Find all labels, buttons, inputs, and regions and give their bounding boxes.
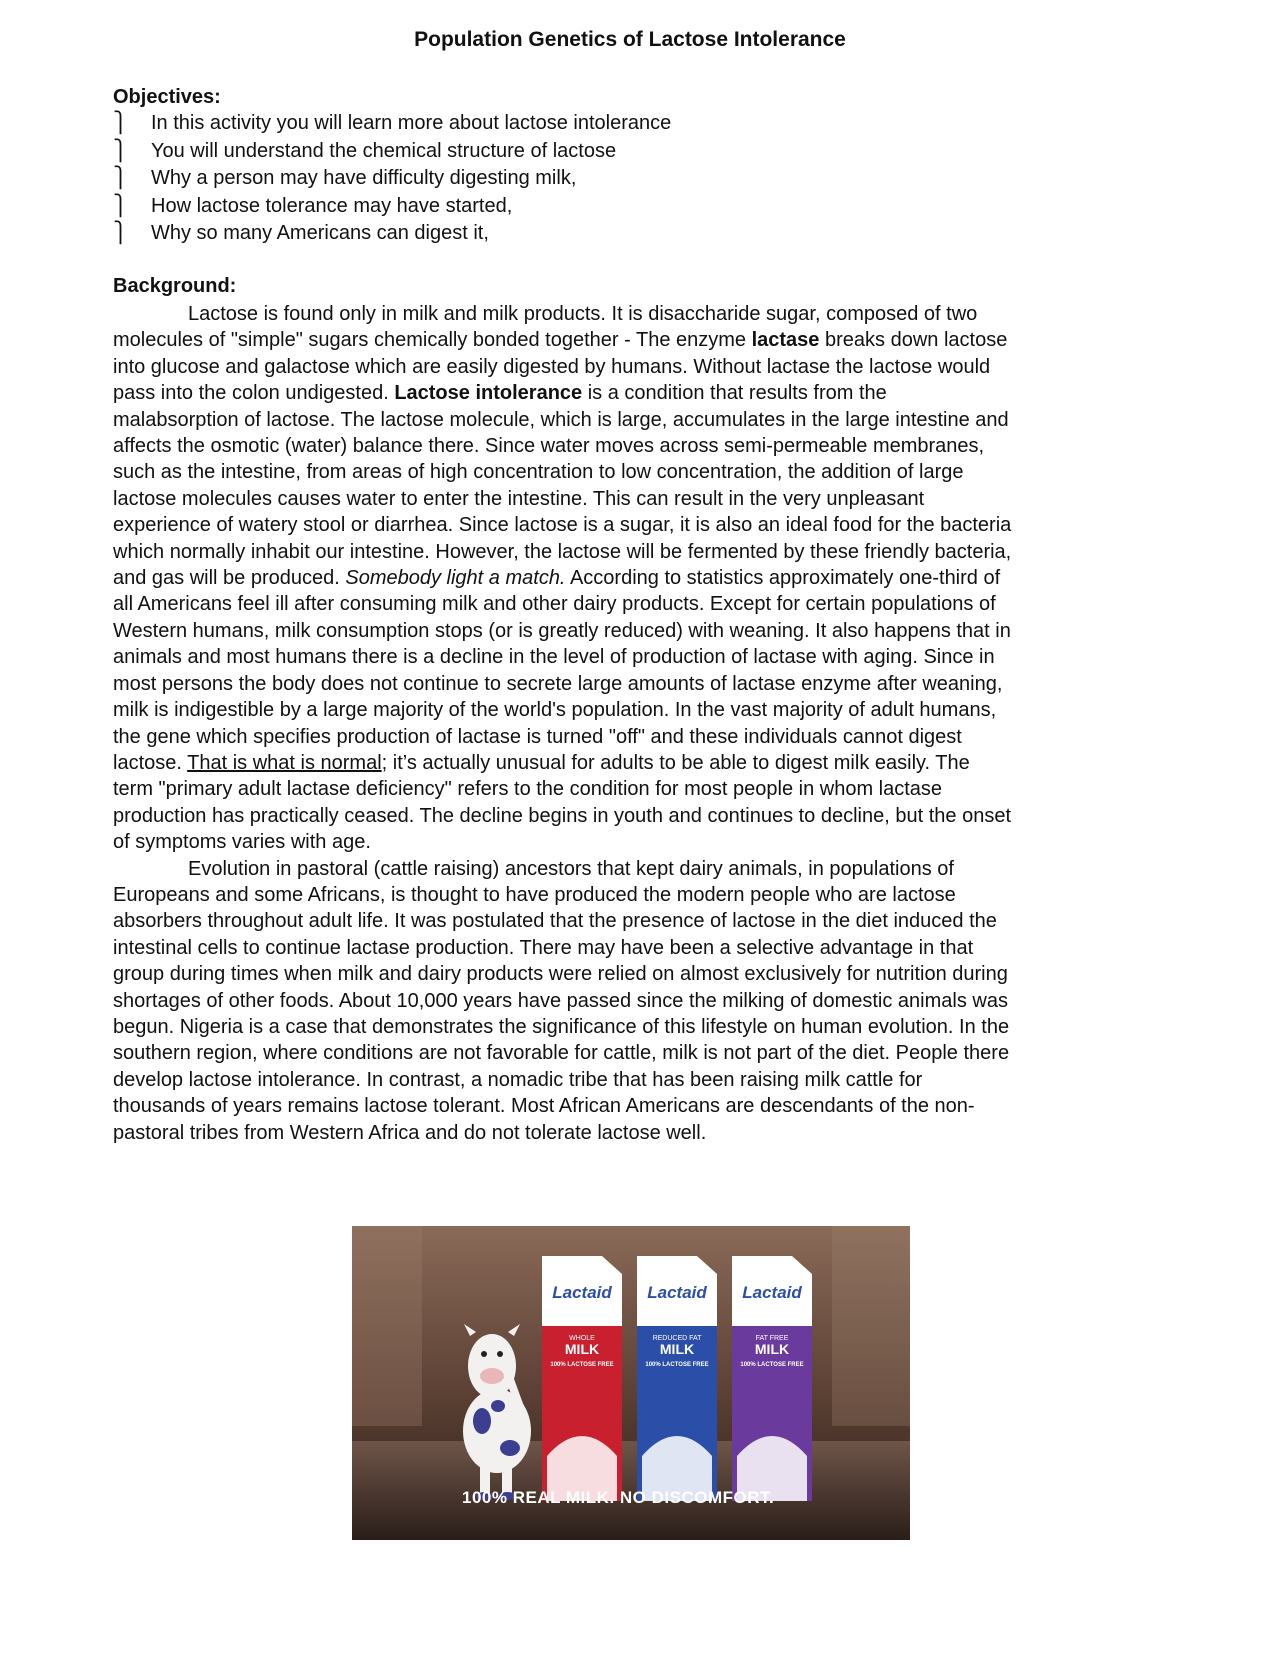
- carton-variety-text: MILK: [754, 1341, 790, 1357]
- text-line: pass into the colon undigested. Lactose intolerance is a condition that results from the: [113, 382, 887, 405]
- background-heading: Background:: [113, 275, 237, 297]
- bullet-icon: ⎫: [113, 222, 128, 244]
- text-line: and gas will be produced. Somebody light a match. According to statistics approximately one-third of: [113, 567, 1001, 590]
- carton-variety-small: WHOLE: [569, 1335, 595, 1342]
- text-line: thousands of years remains lactose tolerant. Most African Americans are descendants of the non-: [113, 1095, 975, 1118]
- text-line: Western humans, milk consumption stops (or is greatly reduced) with weaning. It also happens that in: [113, 619, 1011, 642]
- text-line: pastoral tribes from Western Africa and do not tolerate lactose well.: [113, 1121, 707, 1144]
- list-item: [113, 193, 671, 221]
- carton-variety-small: REDUCED FAT: [652, 1335, 702, 1342]
- text-line: animals and most humans there is a decline in the level of production of lactase with aging. Since in: [113, 646, 995, 669]
- objective-text: Why a person may have difficulty digesting milk,: [151, 167, 577, 189]
- lactaid-ad-image: [352, 1226, 910, 1540]
- text-line: malabsorption of lactose. The lactose molecule, which is large, accumulates in the large intestine and: [113, 408, 1009, 431]
- carton-brand-text: Lactaid: [742, 1283, 802, 1302]
- bullet-icon: ⎫: [113, 194, 128, 217]
- text-line: term "primary adult lactase deficiency" refers to the condition for most people in whom lactase: [113, 778, 943, 801]
- page-title: Population Genetics of Lactose Intolerance: [414, 28, 846, 51]
- objectives-list: [113, 110, 671, 248]
- text-line: such as the intestine, from areas of high concentration to low concentration, the addition of large: [113, 461, 964, 484]
- bullet-icon: ⎫: [113, 167, 128, 189]
- paragraph: [113, 856, 1161, 1146]
- list-item: [113, 138, 671, 166]
- carton-fat-free-milk: [732, 1256, 812, 1501]
- text-line: affects the osmotic (water) balance there. Since water moves across semi-permeable membranes,: [113, 435, 985, 458]
- text-line: develop lactose intolerance. In contrast, a nomadic tribe that has been raising milk cattle for: [113, 1068, 923, 1091]
- text-line: begun. Nigeria is a case that demonstrates the significance of this lifestyle on human evolution. In the: [113, 1015, 1010, 1038]
- bullet-icon: ⎫: [113, 139, 128, 162]
- list-item: [113, 110, 671, 138]
- text-line: which normally inhabit our intestine. However, the lactose will be fermented by these friendly bacteria,: [113, 540, 1012, 563]
- list-item: [113, 165, 671, 193]
- lactase-term: lactase: [751, 329, 820, 352]
- carton-claim-text: 100% LACTOSE FREE: [645, 1362, 709, 1368]
- paragraph: [113, 301, 1161, 856]
- carton-variety-text: MILK: [659, 1341, 695, 1357]
- text-line: group during times when milk and dairy products were relied on almost exclusively for nutrition during: [113, 963, 1008, 986]
- text-line: the gene which specifies production of lactase is turned "off" and these individuals cannot digest: [113, 725, 962, 748]
- carton-whole-milk: [542, 1256, 622, 1501]
- objectives-heading: Objectives:: [113, 86, 221, 108]
- text-line: into glucose and galactose which are easily digested by humans. Without lactase the lactose would: [113, 355, 991, 378]
- text-line: Evolution in pastoral (cattle raising) ancestors that kept dairy animals, in populations of: [188, 857, 954, 880]
- text-line: milk is indigestible by a large majority of the world's population. In the vast majority of adult humans,: [113, 699, 997, 722]
- text-line: experience of watery stool or diarrhea. Since lactose is a sugar, it is also an ideal food for the bacteria: [113, 514, 1012, 537]
- text-line: production has practically ceased. The decline begins in youth and continues to decline, but the onset: [113, 804, 1011, 827]
- objective-text: How lactose tolerance may have started,: [151, 194, 513, 217]
- lactose-intolerance-term: Lactose intolerance: [394, 382, 583, 405]
- list-item: [113, 220, 671, 248]
- objective-text: You will understand the chemical structure of lactose: [151, 139, 617, 162]
- text-line: lactose. That is what is normal; it’s actually unusual for adults to be able to digest milk easily. The: [113, 751, 970, 774]
- text-line: intestinal cells to continue lactase production. There may have been a selective advantage in that: [113, 936, 974, 959]
- objective-text: In this activity you will learn more about lactose intolerance: [151, 112, 672, 134]
- text-line: all Americans feel ill after consuming milk and other dairy products. Except for certain populations of: [113, 593, 996, 616]
- ad-caption: 100% REAL MILK. NO DISCOMFORT.: [462, 1488, 775, 1507]
- carton-variety-small: FAT FREE: [755, 1335, 789, 1342]
- underlined-phrase: That is what is normal: [187, 751, 382, 774]
- carton-claim-text: 100% LACTOSE FREE: [550, 1362, 614, 1368]
- text-line: southern region, where conditions are not favorable for cattle, milk is not part of the diet. People there: [113, 1042, 1010, 1065]
- text-line: most persons the body does not continue to secrete large amounts of lactase enzyme after weaning,: [113, 672, 1003, 695]
- text-line: of symptoms varies with age.: [113, 831, 371, 854]
- carton-brand-text: Lactaid: [647, 1283, 707, 1302]
- carton-reduced-fat-milk: [637, 1256, 717, 1501]
- text-line: molecules of "simple" sugars chemically bonded together - The enzyme lactase breaks down lactose: [113, 329, 1008, 352]
- text-line: Lactose is found only in milk and milk products. It is disaccharide sugar, composed of two: [188, 303, 978, 325]
- text-line: Europeans and some Africans, is thought to have produced the modern people who are lactose: [113, 883, 956, 906]
- bullet-icon: ⎫: [113, 112, 128, 134]
- italic-aside: Somebody light a match.: [345, 567, 566, 590]
- text-line: lactose molecules causes water to enter the intestine. This can result in the very unpleasant: [113, 487, 925, 510]
- carton-brand-text: Lactaid: [552, 1283, 612, 1302]
- carton-claim-text: 100% LACTOSE FREE: [740, 1362, 804, 1368]
- text-line: absorbers throughout adult life. It was postulated that the presence of lactose in the diet induced the: [113, 910, 997, 933]
- text-line: shortages of other foods. About 10,000 years have passed since the milking of domestic animals was: [113, 989, 1008, 1012]
- background-body: [113, 301, 1161, 1146]
- carton-variety-text: MILK: [564, 1341, 600, 1357]
- objective-text: Why so many Americans can digest it,: [151, 222, 489, 244]
